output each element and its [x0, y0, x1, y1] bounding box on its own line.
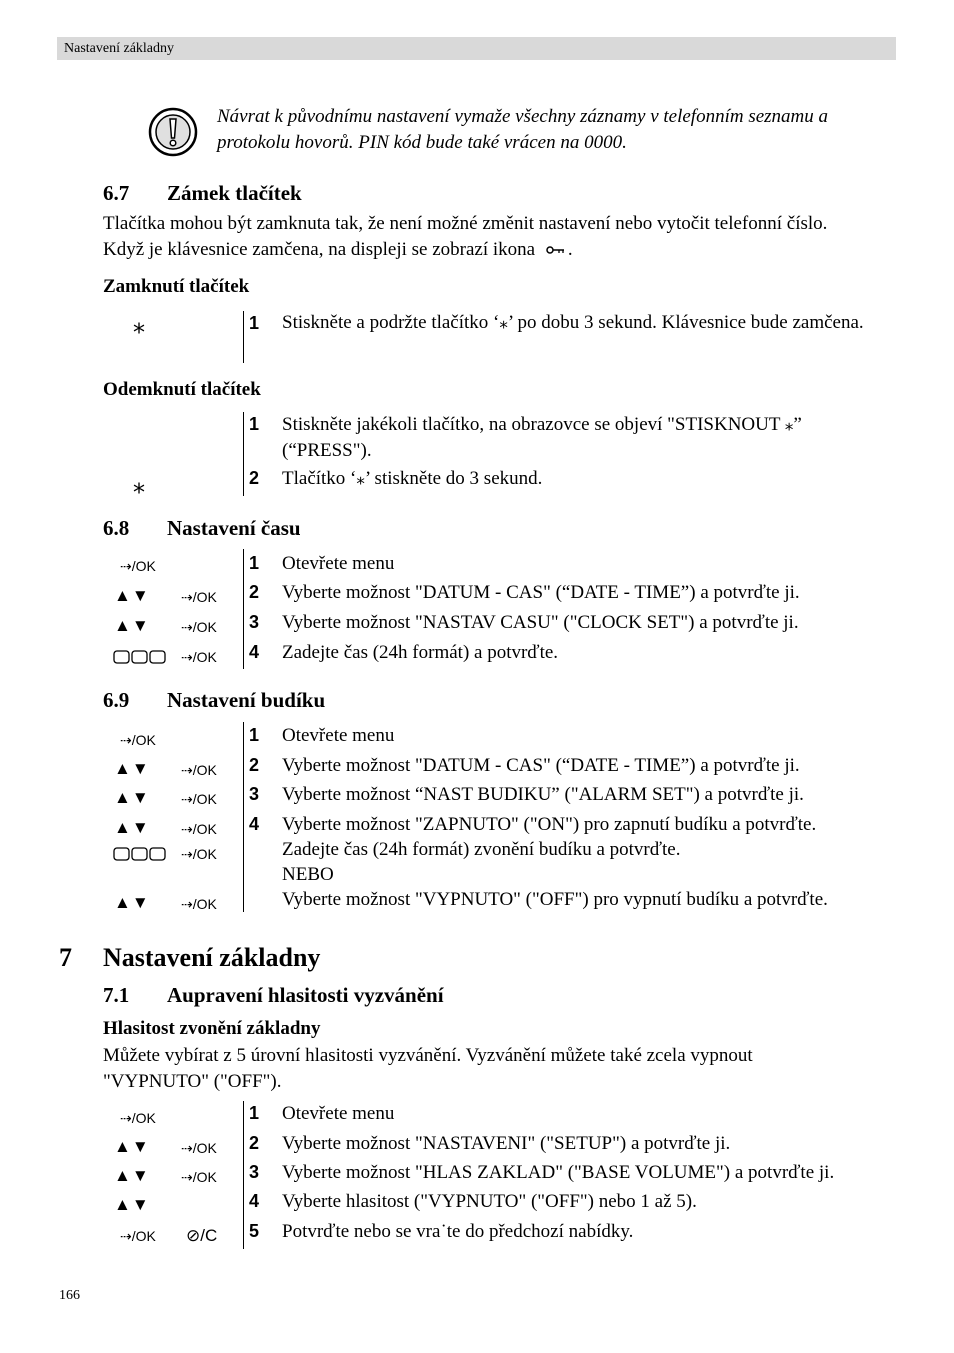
- step-text: Vyberte možnost "ZAPNUTO" ("ON") pro zapnutí budíku a potvrďte.: [282, 814, 817, 835]
- number-keys-icon: [113, 650, 167, 664]
- step-number: 3: [249, 784, 260, 804]
- step-text-part: ’ po dobu 3 sekund. Klávesnice bude zamčena.: [507, 312, 864, 333]
- step-text: Zadejte čas (24h formát) a potvrďte.: [282, 642, 559, 663]
- section-title: Zámek tlačítek: [167, 181, 302, 205]
- ok-key-icon: [181, 791, 217, 808]
- step-text-part: Tlačítko ‘: [282, 468, 357, 489]
- ok-key-icon: [181, 821, 217, 838]
- step-text: Otevřete menu: [282, 1103, 395, 1124]
- ok-key-icon: [120, 1228, 156, 1245]
- step-number: 4: [249, 1191, 260, 1211]
- star-icon: ⁎: [499, 313, 508, 333]
- subheading-lock: Zamknutí tlačítek: [103, 276, 250, 297]
- menu-arrow-icon: ⇢: [181, 791, 193, 807]
- menu-arrow-icon: ⇢: [120, 558, 132, 574]
- paragraph: "VYPNUTO" ("OFF").: [103, 1071, 282, 1092]
- step-text: Vyberte možnost "DATUM - CAS" (“DATE - TIME”) a potvrďte ji.: [282, 582, 800, 603]
- step-text: Zadejte čas (24h formát) zvonění budíku a potvrďte.: [282, 839, 681, 860]
- ok-label: /OK: [192, 846, 217, 862]
- step-number: 3: [249, 612, 260, 632]
- ok-label: /OK: [131, 1110, 156, 1126]
- step-number: 2: [249, 755, 260, 775]
- step-number: 2: [249, 1133, 260, 1153]
- step-number: 1: [249, 1103, 260, 1123]
- number-keys-icon: [113, 847, 167, 861]
- up-down-keys-icon: ▲▼: [114, 893, 150, 912]
- section-number: 6.8: [103, 516, 130, 540]
- ok-key-icon: [181, 846, 217, 863]
- step-text: [282, 466, 892, 492]
- ok-label: /OK: [192, 762, 217, 778]
- menu-arrow-icon: ⇢: [181, 619, 193, 635]
- step-text: [282, 310, 892, 336]
- ok-key-icon: [120, 558, 156, 575]
- star-key-icon: ⁎: [133, 471, 145, 499]
- menu-arrow-icon: ⇢: [120, 732, 132, 748]
- step-text: Vyberte možnost "VYPNUTO" ("OFF") pro vypnutí budíku a potvrďte.: [282, 889, 828, 910]
- section-title: Nastavení času: [167, 516, 301, 540]
- step-divider: [243, 1101, 244, 1249]
- step-number: 2: [249, 582, 260, 602]
- step-text-or: NEBO: [282, 864, 334, 885]
- step-number: 4: [249, 814, 260, 834]
- menu-arrow-icon: ⇢: [181, 1140, 193, 1156]
- paragraph-text: Když je klávesnice zamčena, na displeji se zobrazí ikona: [103, 239, 536, 260]
- section-number: 6.9: [103, 688, 130, 712]
- up-down-keys-icon: ▲▼: [114, 818, 150, 837]
- menu-arrow-icon: ⇢: [181, 1169, 193, 1185]
- up-down-keys-icon: ▲▼: [114, 788, 150, 807]
- step-text-part: Stiskněte a podržte tlačítko ‘: [282, 312, 500, 333]
- step-number: 1: [249, 313, 260, 333]
- ok-label: /OK: [131, 732, 156, 748]
- step-text: Vyberte možnost "NASTAVENI" ("SETUP") a potvrďte ji.: [282, 1133, 731, 1154]
- menu-arrow-icon: ⇢: [181, 649, 193, 665]
- step-text-part: ’ stiskněte do 3 sekund.: [364, 468, 543, 489]
- step-number: 4: [249, 642, 260, 662]
- chapter-title: Nastavení základny: [103, 943, 321, 972]
- section-title: Nastavení budíku: [167, 688, 326, 712]
- ok-key-icon: [181, 589, 217, 606]
- up-down-keys-icon: ▲▼: [114, 1195, 150, 1214]
- menu-arrow-icon: ⇢: [120, 1110, 132, 1126]
- ok-label: /OK: [192, 589, 217, 605]
- ok-label: /OK: [192, 649, 217, 665]
- header-bar: [57, 37, 896, 60]
- cancel-key-icon: [186, 1226, 217, 1246]
- star-key-icon: ⁎: [133, 311, 145, 339]
- step-text: Vyberte hlasitost ("VYPNUTO" ("OFF") nebo 1 až 5).: [282, 1191, 697, 1212]
- step-text: Vyberte možnost “NAST BUDIKU” ("ALARM SET") a potvrďte ji.: [282, 784, 804, 805]
- step-number: 1: [249, 553, 260, 573]
- section-number: 7.1: [103, 983, 130, 1007]
- up-down-keys-icon: ▲▼: [114, 759, 150, 778]
- cancel-symbol-icon: ⊘: [186, 1226, 201, 1245]
- paragraph: Když je klávesnice zamčena, na displeji se zobrazí ikona .: [103, 239, 573, 260]
- ok-key-icon: [120, 1110, 156, 1127]
- step-text: Vyberte možnost "DATUM - CAS" (“DATE - TIME”) a potvrďte ji.: [282, 755, 800, 776]
- subheading-base-volume: Hlasitost zvonění základny: [103, 1018, 321, 1039]
- up-down-keys-icon: ▲▼: [114, 616, 150, 635]
- up-down-keys-icon: ▲▼: [114, 1166, 150, 1185]
- running-header: Nastavení základny: [64, 41, 175, 56]
- ok-key-icon: [181, 619, 217, 636]
- menu-arrow-icon: ⇢: [120, 1228, 132, 1244]
- ok-label: /OK: [131, 1228, 156, 1244]
- ok-key-icon: [181, 649, 217, 666]
- warning-icon: [148, 107, 198, 157]
- step-text: Vyberte možnost "HLAS ZAKLAD" ("BASE VOLUME") a potvrďte ji.: [282, 1162, 835, 1183]
- step-divider: [243, 722, 244, 912]
- paragraph: Můžete vybírat z 5 úrovní hlasitosti vyzvánění. Vyzvánění můžete také zcela vypnout: [103, 1045, 753, 1066]
- step-number: 5: [249, 1221, 260, 1241]
- section-title: Aupravení hlasitosti vyzvánění: [167, 983, 444, 1007]
- ok-label: /OK: [192, 791, 217, 807]
- step-text-part: Stiskněte jakékoli tlačítko, na obrazovce se objeví "STISKNOUT: [282, 414, 785, 435]
- ok-label: /OK: [192, 1140, 217, 1156]
- ok-label: /OK: [192, 821, 217, 837]
- star-icon: ⁎: [356, 469, 365, 489]
- paragraph: Tlačítka mohou být zamknuta tak, že není možné změnit nastavení nebo vytočit telefonní číslo.: [103, 213, 828, 234]
- ok-key-icon: [181, 762, 217, 779]
- step-divider: [243, 549, 244, 669]
- step-number: 3: [249, 1162, 260, 1182]
- subheading-unlock: Odemknutí tlačítek: [103, 379, 261, 400]
- ok-label: /OK: [192, 619, 217, 635]
- step-text: Vyberte možnost "NASTAV CASU" ("CLOCK SET") a potvrďte ji.: [282, 612, 799, 633]
- menu-arrow-icon: ⇢: [181, 896, 193, 912]
- key-lock-icon: [546, 245, 568, 255]
- menu-arrow-icon: ⇢: [181, 846, 193, 862]
- page-number: 166: [59, 1288, 80, 1303]
- ok-label: /OK: [131, 558, 156, 574]
- ok-label: /OK: [192, 1169, 217, 1185]
- step-text: [282, 412, 892, 463]
- step-divider: [243, 311, 244, 363]
- step-text: Otevřete menu: [282, 725, 395, 746]
- menu-arrow-icon: ⇢: [181, 589, 193, 605]
- ok-key-icon: [120, 732, 156, 749]
- step-number: 1: [249, 725, 260, 745]
- warning-text: Návrat k původnímu nastavení vymaže všechny záznamy v telefonním seznamu a protokolu hovorů. PIN kód bude také vrácen na 0000.: [217, 106, 829, 153]
- ok-key-icon: [181, 1140, 217, 1157]
- chapter-number: 7: [59, 943, 72, 972]
- step-text: Potvrďte nebo se vra˙te do předchozí nabídky.: [282, 1221, 634, 1242]
- step-divider: [243, 412, 244, 496]
- ok-key-icon: [181, 896, 217, 913]
- step-text-part: ” (“PRESS").: [282, 414, 802, 461]
- up-down-keys-icon: ▲▼: [114, 586, 150, 605]
- menu-arrow-icon: ⇢: [181, 762, 193, 778]
- star-icon: ⁎: [784, 415, 794, 435]
- step-text: Otevřete menu: [282, 553, 395, 574]
- ok-label: /OK: [192, 896, 217, 912]
- step-number: 1: [249, 414, 260, 434]
- cancel-label: /C: [200, 1226, 218, 1245]
- step-number: 2: [249, 468, 260, 488]
- up-down-keys-icon: ▲▼: [114, 1137, 150, 1156]
- ok-key-icon: [181, 1169, 217, 1186]
- section-number: 6.7: [103, 181, 130, 205]
- menu-arrow-icon: ⇢: [181, 821, 193, 837]
